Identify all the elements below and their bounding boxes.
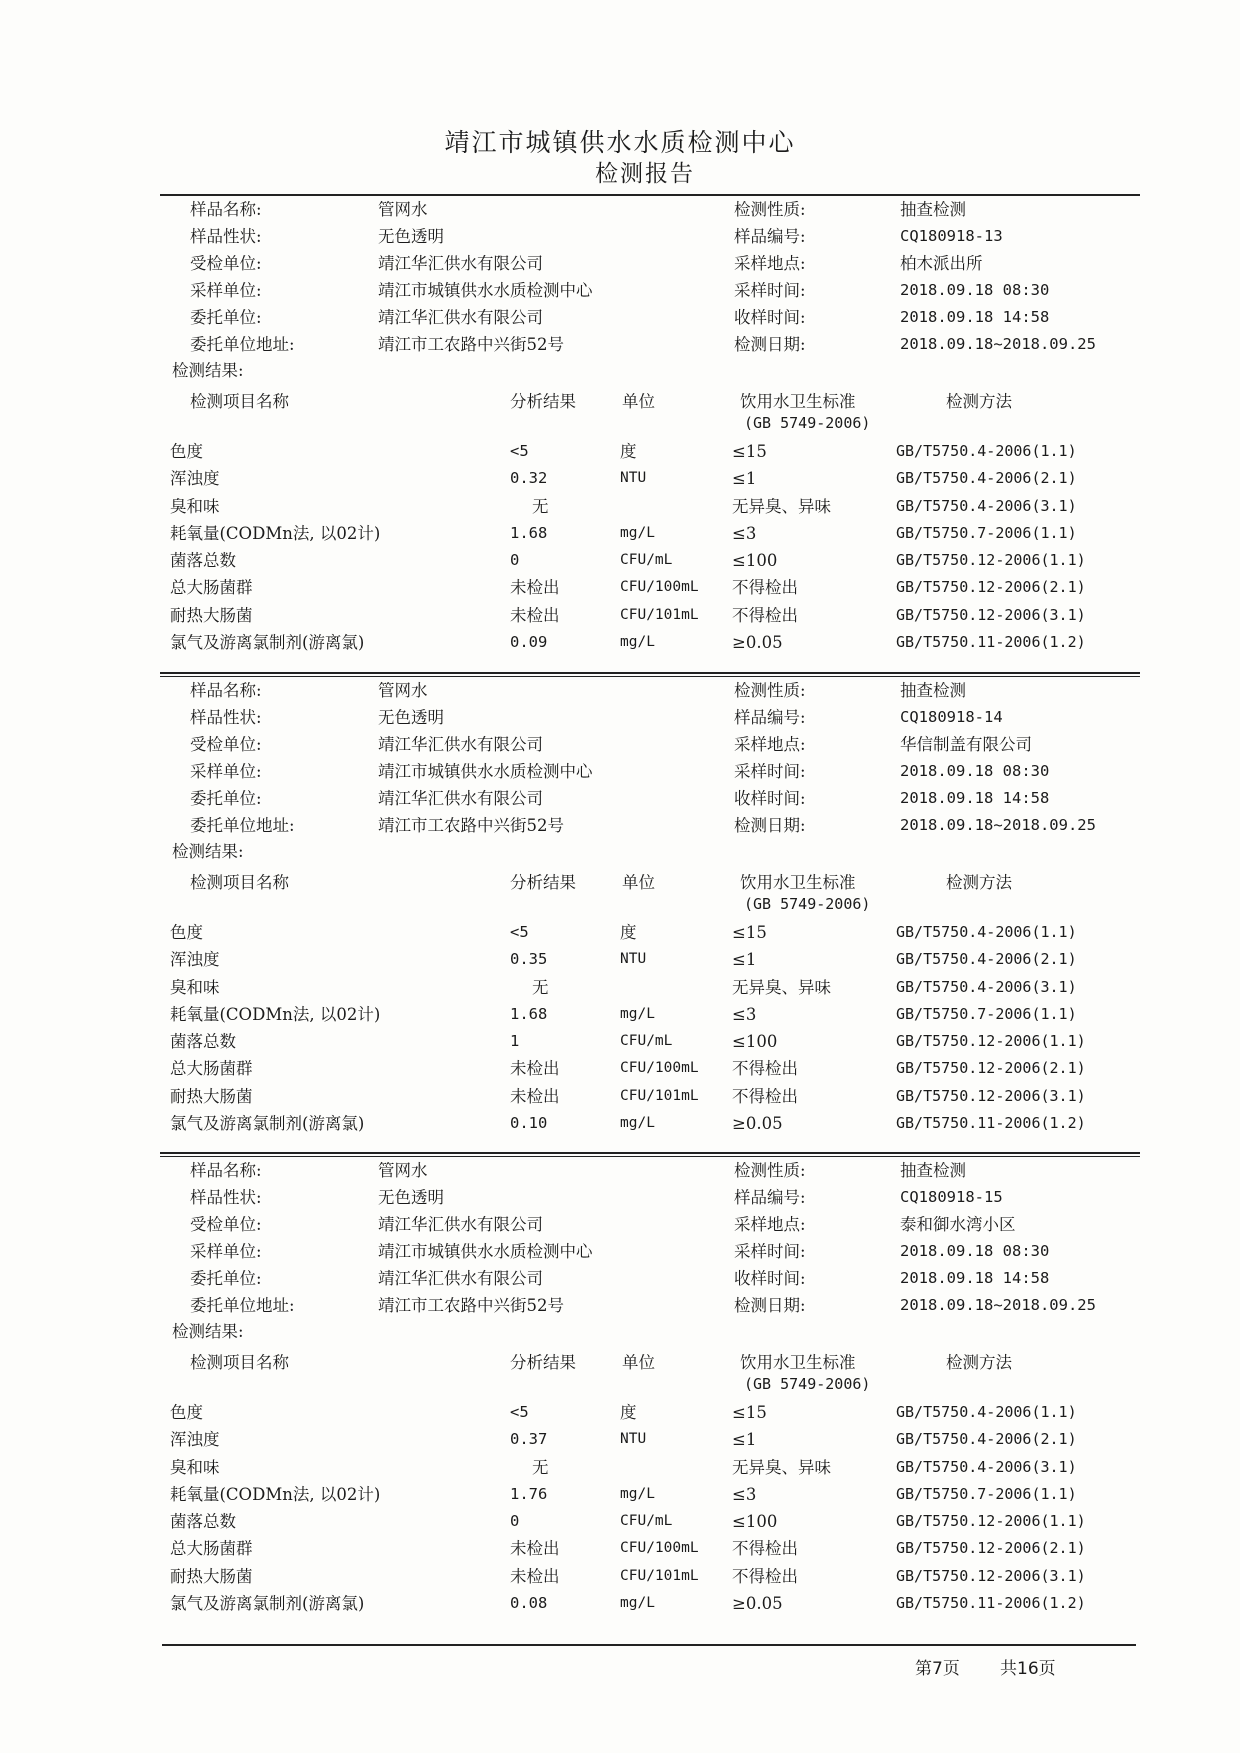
item-result: <5 (510, 442, 529, 460)
item-unit: CFU/100mL (620, 1540, 699, 1557)
sampling-site-label: 采样地点: (734, 254, 806, 273)
item-result: 0 (510, 551, 520, 570)
item-unit: CFU/mL (620, 1513, 673, 1530)
sampling-unit-label: 采样单位: (190, 762, 262, 781)
item-name: 总大肠菌群 (170, 1059, 253, 1079)
item-standard: ≤100 (732, 551, 778, 571)
item-standard: 不得检出 (732, 1086, 798, 1106)
table-row (160, 1055, 1140, 1082)
receipt-time-label: 收样时间: (734, 308, 806, 327)
sample-nature-label: 样品性状: (190, 708, 262, 727)
test-date-value: 2018.09.18~2018.09.25 (900, 335, 1096, 353)
results-table-body (160, 1399, 1140, 1617)
item-result: 0.37 (510, 1430, 548, 1449)
item-name: 耐热大肠菌 (170, 1566, 253, 1586)
item-result: 1 (510, 1032, 520, 1051)
table-row (160, 974, 1140, 1001)
item-name: 总大肠菌群 (170, 578, 253, 598)
test-date-label: 检测日期: (734, 816, 806, 835)
table-row (160, 1590, 1140, 1617)
results-table-header (160, 865, 1140, 919)
item-standard: ≤100 (732, 1512, 778, 1532)
item-unit: NTU (620, 951, 647, 968)
info-row (160, 785, 1140, 812)
test-type-label: 检测性质: (734, 200, 806, 219)
sample-no-label: 样品编号: (734, 227, 806, 246)
item-result: 未检出 (510, 1086, 560, 1106)
item-unit: CFU/mL (620, 1033, 673, 1050)
info-row (160, 1211, 1140, 1238)
item-name: 浑浊度 (170, 950, 220, 970)
item-result: 0.10 (510, 1114, 548, 1133)
item-standard: 不得检出 (732, 1566, 798, 1586)
client-address-value: 靖江市工农路中兴街52号 (378, 335, 564, 354)
info-row (160, 1292, 1140, 1319)
item-unit: CFU/mL (620, 552, 673, 569)
item-unit: CFU/101mL (620, 1567, 699, 1584)
sampling-time-value: 2018.09.18 08:30 (900, 1242, 1050, 1260)
sampling-site-value: 华信制盖有限公司 (900, 735, 1032, 754)
item-unit: mg/L (620, 634, 655, 651)
sampling-time-label: 采样时间: (734, 281, 806, 300)
item-name: 菌落总数 (170, 551, 236, 571)
sample-name-label: 样品名称: (190, 681, 262, 700)
results-table-body (160, 919, 1140, 1137)
doc-title: 检测报告 (595, 161, 695, 187)
sample-name-label: 样品名称: (190, 1161, 262, 1180)
item-unit: CFU/101mL (620, 606, 699, 623)
sample-no-value: CQ180918-15 (900, 1188, 1003, 1206)
item-standard: 不得检出 (732, 578, 798, 598)
header-unit: 单位 (622, 392, 655, 411)
sample-nature-label: 样品性状: (190, 227, 262, 246)
sample-no-label: 样品编号: (734, 1188, 806, 1207)
item-result: 未检出 (510, 605, 560, 625)
sampling-site-label: 采样地点: (734, 735, 806, 754)
inspected-unit-value: 靖江华汇供水有限公司 (378, 735, 543, 754)
item-method: GB/T5750.4-2006(1.1) (896, 923, 1077, 941)
item-standard: 无异臭、异味 (732, 1457, 831, 1477)
item-method: GB/T5750.4-2006(2.1) (896, 950, 1077, 969)
info-row (160, 223, 1140, 250)
header-result: 分析结果 (510, 1353, 576, 1372)
item-standard: ≤15 (732, 1403, 767, 1422)
sample-no-value: CQ180918-13 (900, 227, 1003, 245)
sample-name-label: 样品名称: (190, 200, 262, 219)
inspected-unit-label: 受检单位: (190, 1215, 262, 1234)
sampling-unit-value: 靖江市城镇供水水质检测中心 (378, 762, 593, 781)
org-title: 靖江市城镇供水水质检测中心 (444, 128, 796, 157)
item-standard: 不得检出 (732, 605, 798, 625)
item-name: 总大肠菌群 (170, 1539, 253, 1559)
info-row (160, 812, 1140, 839)
item-standard: ≤1 (732, 1430, 757, 1450)
item-name: 臭和味 (170, 1457, 220, 1477)
table-row (160, 1110, 1140, 1137)
item-unit: mg/L (620, 1485, 655, 1502)
item-name: 耗氧量(CODMn法, 以02计) (170, 1484, 381, 1504)
header-item: 检测项目名称 (190, 392, 289, 411)
table-row (160, 1028, 1140, 1055)
item-result: <5 (510, 923, 529, 941)
item-result: 未检出 (510, 1566, 560, 1586)
info-row (160, 304, 1140, 331)
header-standard: 饮用水卫生标准 (740, 392, 856, 411)
results-table-body (160, 438, 1140, 656)
item-result: 无 (532, 1457, 549, 1477)
info-row (160, 731, 1140, 758)
item-unit: CFU/100mL (620, 579, 699, 596)
sample-nature-value: 无色透明 (378, 708, 444, 727)
item-result: 0.08 (510, 1594, 548, 1613)
test-date-value: 2018.09.18~2018.09.25 (900, 816, 1096, 834)
item-method: GB/T5750.12-2006(3.1) (896, 605, 1086, 624)
footer-divider (162, 1644, 1136, 1646)
receipt-time-value: 2018.09.18 14:58 (900, 308, 1050, 326)
info-row (160, 704, 1140, 731)
item-unit: CFU/101mL (620, 1087, 699, 1104)
sample-info-block (160, 196, 1140, 358)
client-address-value: 靖江市工农路中兴街52号 (378, 1296, 564, 1315)
results-table-header (160, 1345, 1140, 1399)
client-address-label: 委托单位地址: (190, 335, 295, 354)
test-date-label: 检测日期: (734, 1296, 806, 1315)
item-unit: 度 (620, 1403, 637, 1422)
client-value: 靖江华汇供水有限公司 (378, 308, 543, 327)
test-date-value: 2018.09.18~2018.09.25 (900, 1296, 1096, 1314)
item-name: 氯气及游离氯制剂(游离氯) (170, 1594, 365, 1614)
item-result: 0.32 (510, 469, 548, 488)
sample-section (160, 194, 1140, 656)
header-standard-ref: (GB 5749-2006) (744, 895, 871, 913)
table-row (160, 1454, 1140, 1481)
table-row (160, 1001, 1140, 1028)
table-row (160, 919, 1140, 946)
info-row (160, 196, 1140, 223)
table-row (160, 1399, 1140, 1426)
item-method: GB/T5750.4-2006(3.1) (896, 977, 1077, 996)
item-standard: ≤3 (732, 1004, 757, 1024)
test-type-value: 抽查检测 (900, 681, 966, 700)
header-item: 检测项目名称 (190, 873, 289, 892)
item-method: GB/T5750.12-2006(3.1) (896, 1566, 1086, 1585)
item-standard: ≥0.05 (732, 633, 783, 653)
table-row (160, 1083, 1140, 1110)
item-method: GB/T5750.12-2006(2.1) (896, 578, 1086, 597)
item-method: GB/T5750.12-2006(2.1) (896, 1059, 1086, 1078)
info-row (160, 1184, 1140, 1211)
page-number: 第7页 (915, 1659, 960, 1679)
page-total: 共16页 (1000, 1659, 1056, 1679)
item-method: GB/T5750.12-2006(1.1) (896, 1032, 1086, 1051)
item-result: 0 (510, 1512, 520, 1531)
item-name: 色度 (170, 442, 203, 461)
sample-name-value: 管网水 (378, 681, 428, 700)
info-row (160, 758, 1140, 785)
item-method: GB/T5750.4-2006(2.1) (896, 469, 1077, 488)
item-standard: ≤1 (732, 469, 757, 489)
client-address-value: 靖江市工农路中兴街52号 (378, 816, 564, 835)
item-result: 0.35 (510, 950, 548, 969)
item-standard: ≥0.05 (732, 1594, 783, 1614)
table-row (160, 629, 1140, 656)
item-standard: ≤100 (732, 1032, 778, 1052)
item-standard: 无异臭、异味 (732, 496, 831, 516)
info-row (160, 1157, 1140, 1184)
test-date-label: 检测日期: (734, 335, 806, 354)
item-result: <5 (510, 1403, 529, 1421)
item-unit: NTU (620, 1431, 647, 1448)
table-row (160, 1535, 1140, 1562)
item-method: GB/T5750.7-2006(1.1) (896, 1484, 1077, 1503)
item-name: 耗氧量(CODMn法, 以02计) (170, 1004, 381, 1024)
header-standard: 饮用水卫生标准 (740, 873, 856, 892)
item-unit: 度 (620, 923, 637, 942)
item-method: GB/T5750.4-2006(1.1) (896, 1403, 1077, 1421)
results-label: 检测结果: (172, 842, 244, 861)
item-standard: 不得检出 (732, 1539, 798, 1559)
item-name: 臭和味 (170, 496, 220, 516)
item-result: 无 (532, 977, 549, 997)
item-unit: NTU (620, 470, 647, 487)
item-method: GB/T5750.11-2006(1.2) (896, 633, 1086, 652)
header-standard-ref: (GB 5749-2006) (744, 414, 871, 432)
sample-info-block (160, 677, 1140, 839)
item-unit: mg/L (620, 1595, 655, 1612)
info-row (160, 331, 1140, 358)
item-name: 菌落总数 (170, 1512, 236, 1532)
item-result: 未检出 (510, 1059, 560, 1079)
item-name: 臭和味 (170, 977, 220, 997)
header-standard: 饮用水卫生标准 (740, 1353, 856, 1372)
sample-nature-value: 无色透明 (378, 1188, 444, 1207)
item-method: GB/T5750.12-2006(1.1) (896, 551, 1086, 570)
header-item: 检测项目名称 (190, 1353, 289, 1372)
receipt-time-value: 2018.09.18 14:58 (900, 789, 1050, 807)
client-value: 靖江华汇供水有限公司 (378, 1269, 543, 1288)
table-row (160, 520, 1140, 547)
table-row (160, 465, 1140, 492)
item-name: 菌落总数 (170, 1032, 236, 1052)
sampling-unit-value: 靖江市城镇供水水质检测中心 (378, 281, 593, 300)
item-result: 未检出 (510, 578, 560, 598)
item-name: 浑浊度 (170, 1430, 220, 1450)
item-standard: 无异臭、异味 (732, 977, 831, 997)
item-name: 色度 (170, 1403, 203, 1422)
test-type-label: 检测性质: (734, 681, 806, 700)
info-row (160, 1238, 1140, 1265)
sampling-site-value: 泰和御水湾小区 (900, 1215, 1016, 1234)
item-result: 1.68 (510, 523, 548, 542)
item-method: GB/T5750.11-2006(1.2) (896, 1114, 1086, 1133)
item-method: GB/T5750.7-2006(1.1) (896, 1004, 1077, 1023)
client-label: 委托单位: (190, 1269, 262, 1288)
results-table-header (160, 384, 1140, 438)
item-unit: mg/L (620, 1005, 655, 1022)
item-standard: 不得检出 (732, 1059, 798, 1079)
header-standard-ref: (GB 5749-2006) (744, 1375, 871, 1393)
item-standard: ≤1 (732, 950, 757, 970)
item-unit: 度 (620, 442, 637, 461)
test-type-label: 检测性质: (734, 1161, 806, 1180)
sampling-time-value: 2018.09.18 08:30 (900, 762, 1050, 780)
sampling-time-value: 2018.09.18 08:30 (900, 281, 1050, 299)
client-label: 委托单位: (190, 308, 262, 327)
item-standard: ≤3 (732, 1484, 757, 1504)
receipt-time-label: 收样时间: (734, 1269, 806, 1288)
info-row (160, 1265, 1140, 1292)
item-method: GB/T5750.12-2006(1.1) (896, 1512, 1086, 1531)
item-unit: mg/L (620, 524, 655, 541)
sampling-unit-label: 采样单位: (190, 1242, 262, 1261)
table-row (160, 493, 1140, 520)
item-result: 无 (532, 496, 549, 516)
item-result: 0.09 (510, 633, 548, 652)
sampling-time-label: 采样时间: (734, 1242, 806, 1261)
sample-name-value: 管网水 (378, 1161, 428, 1180)
item-unit: mg/L (620, 1115, 655, 1132)
item-standard: ≥0.05 (732, 1114, 783, 1134)
item-method: GB/T5750.4-2006(2.1) (896, 1430, 1077, 1449)
table-row (160, 574, 1140, 601)
item-standard: ≤15 (732, 923, 767, 942)
item-method: GB/T5750.4-2006(3.1) (896, 496, 1077, 515)
table-row (160, 946, 1140, 973)
header-unit: 单位 (622, 1353, 655, 1372)
sampling-unit-value: 靖江市城镇供水水质检测中心 (378, 1242, 593, 1261)
sampling-site-value: 柏木派出所 (900, 254, 983, 273)
header-method: 检测方法 (946, 392, 1012, 411)
item-result: 1.68 (510, 1004, 548, 1023)
sampling-unit-label: 采样单位: (190, 281, 262, 300)
sample-no-label: 样品编号: (734, 708, 806, 727)
sample-nature-label: 样品性状: (190, 1188, 262, 1207)
table-row (160, 438, 1140, 465)
item-method: GB/T5750.4-2006(1.1) (896, 442, 1077, 460)
table-row (160, 547, 1140, 574)
header-result: 分析结果 (510, 873, 576, 892)
results-label: 检测结果: (172, 361, 244, 380)
item-method: GB/T5750.7-2006(1.1) (896, 523, 1077, 542)
item-name: 氯气及游离氯制剂(游离氯) (170, 1114, 365, 1134)
receipt-time-label: 收样时间: (734, 789, 806, 808)
results-label: 检测结果: (172, 1322, 244, 1341)
header-method: 检测方法 (946, 873, 1012, 892)
sample-section (160, 672, 1140, 1137)
table-row (160, 602, 1140, 629)
header-unit: 单位 (622, 873, 655, 892)
item-standard: ≤3 (732, 523, 757, 543)
inspected-unit-label: 受检单位: (190, 254, 262, 273)
table-row (160, 1508, 1140, 1535)
item-result: 1.76 (510, 1484, 548, 1503)
header-method: 检测方法 (946, 1353, 1012, 1372)
item-name: 色度 (170, 923, 203, 942)
inspected-unit-value: 靖江华汇供水有限公司 (378, 254, 543, 273)
sampling-site-label: 采样地点: (734, 1215, 806, 1234)
item-method: GB/T5750.12-2006(2.1) (896, 1539, 1086, 1558)
info-row (160, 277, 1140, 304)
client-label: 委托单位: (190, 789, 262, 808)
test-type-value: 抽查检测 (900, 1161, 966, 1180)
sample-no-value: CQ180918-14 (900, 708, 1003, 726)
client-address-label: 委托单位地址: (190, 816, 295, 835)
header-result: 分析结果 (510, 392, 576, 411)
item-method: GB/T5750.11-2006(1.2) (896, 1594, 1086, 1613)
receipt-time-value: 2018.09.18 14:58 (900, 1269, 1050, 1287)
inspected-unit-value: 靖江华汇供水有限公司 (378, 1215, 543, 1234)
sample-info-block (160, 1157, 1140, 1319)
table-row (160, 1563, 1140, 1590)
info-row (160, 250, 1140, 277)
info-row (160, 677, 1140, 704)
client-value: 靖江华汇供水有限公司 (378, 789, 543, 808)
client-address-label: 委托单位地址: (190, 1296, 295, 1315)
item-standard: ≤15 (732, 442, 767, 461)
sample-name-value: 管网水 (378, 200, 428, 219)
item-name: 耐热大肠菌 (170, 1086, 253, 1106)
item-result: 未检出 (510, 1539, 560, 1559)
sample-nature-value: 无色透明 (378, 227, 444, 246)
item-method: GB/T5750.4-2006(3.1) (896, 1457, 1077, 1476)
sample-section (160, 1152, 1140, 1617)
item-name: 耗氧量(CODMn法, 以02计) (170, 523, 381, 543)
item-unit: CFU/100mL (620, 1060, 699, 1077)
table-row (160, 1426, 1140, 1453)
sampling-time-label: 采样时间: (734, 762, 806, 781)
table-row (160, 1481, 1140, 1508)
item-name: 氯气及游离氯制剂(游离氯) (170, 633, 365, 653)
inspected-unit-label: 受检单位: (190, 735, 262, 754)
item-name: 耐热大肠菌 (170, 605, 253, 625)
item-method: GB/T5750.12-2006(3.1) (896, 1086, 1086, 1105)
item-name: 浑浊度 (170, 469, 220, 489)
test-type-value: 抽查检测 (900, 200, 966, 219)
